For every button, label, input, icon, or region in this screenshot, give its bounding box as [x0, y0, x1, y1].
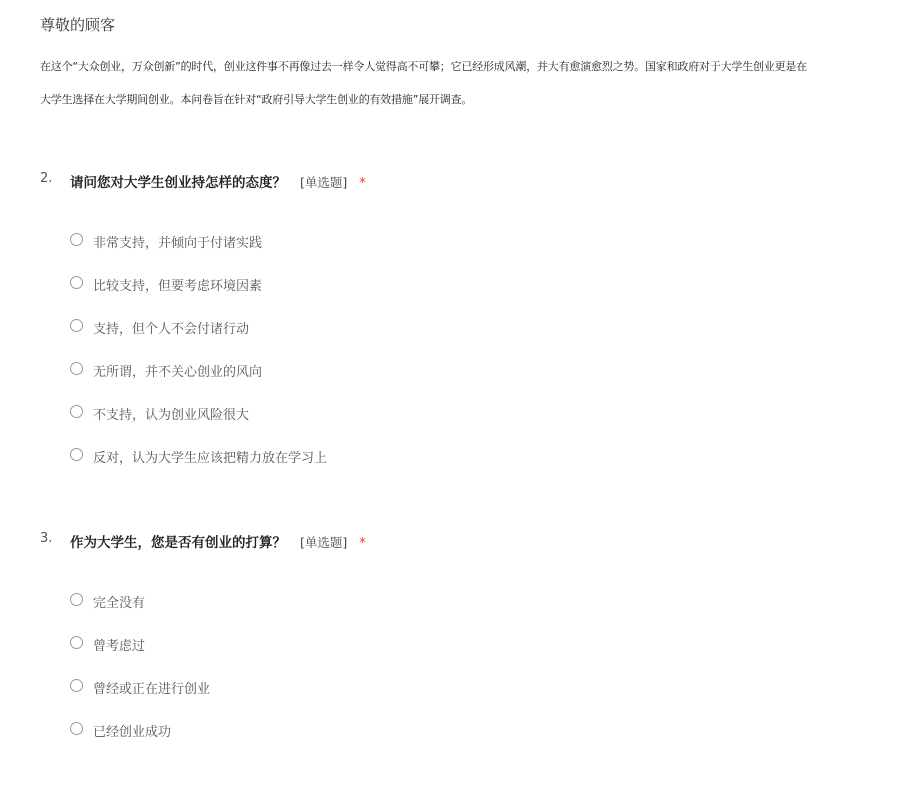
radio-button[interactable]: [70, 319, 83, 332]
question-2: [40, 171, 900, 466]
radio-button[interactable]: [70, 448, 83, 461]
question-number: 3.: [40, 531, 53, 546]
question-header: [40, 531, 900, 553]
radio-button[interactable]: [70, 276, 83, 289]
question-title-text: 请问您对大学生创业持怎样的态度？: [70, 175, 286, 191]
radio-button[interactable]: [70, 593, 83, 606]
intro-text-line-2: 大学生选择在大学期间创业。本问卷旨在针对“政府引导大学生创业的有效措施”展开调查。: [40, 93, 473, 106]
question-type-tag: [单选题]: [300, 535, 348, 550]
option-label: 支持，但个人不会付诸行动: [93, 322, 250, 337]
question-type-tag: [单选题]: [300, 175, 348, 190]
radio-button[interactable]: [70, 233, 83, 246]
option-label: 非常支持，并倾向于付诸实践: [93, 236, 263, 251]
option-label: 曾考虑过: [93, 639, 146, 654]
required-marker: *: [359, 536, 366, 551]
greeting-title: 尊敬的顾客: [40, 16, 116, 34]
question-title: [70, 171, 366, 191]
question-title-text: 作为大学生，您是否有创业的打算？: [70, 535, 286, 551]
option-label: 不支持，认为创业风险很大: [93, 408, 250, 423]
question-title: [70, 531, 366, 551]
required-marker: *: [359, 176, 366, 191]
radio-button[interactable]: [70, 405, 83, 418]
question-header: [40, 171, 900, 193]
intro-text-line-1: 在这个“大众创业，万众创新”的时代，创业这件事不再像过去一样令人觉得高不可攀；它已经形成风潮，并大有愈演愈烈之势。国家和政府对于大学生创业更是在: [40, 60, 807, 73]
question-3: [40, 531, 900, 740]
option-label: 反对，认为大学生应该把精力放在学习上: [93, 451, 328, 466]
option-label: 完全没有: [93, 596, 146, 611]
radio-button[interactable]: [70, 679, 83, 692]
radio-button[interactable]: [70, 362, 83, 375]
option-label: 比较支持，但要考虑环境因素: [93, 279, 263, 294]
question-number: 2.: [40, 171, 53, 186]
radio-button[interactable]: [70, 722, 83, 735]
option-label: 无所谓，并不关心创业的风向: [93, 365, 263, 380]
option-label: 已经创业成功: [93, 725, 172, 740]
radio-button[interactable]: [70, 636, 83, 649]
option-label: 曾经或正在进行创业: [93, 682, 211, 697]
